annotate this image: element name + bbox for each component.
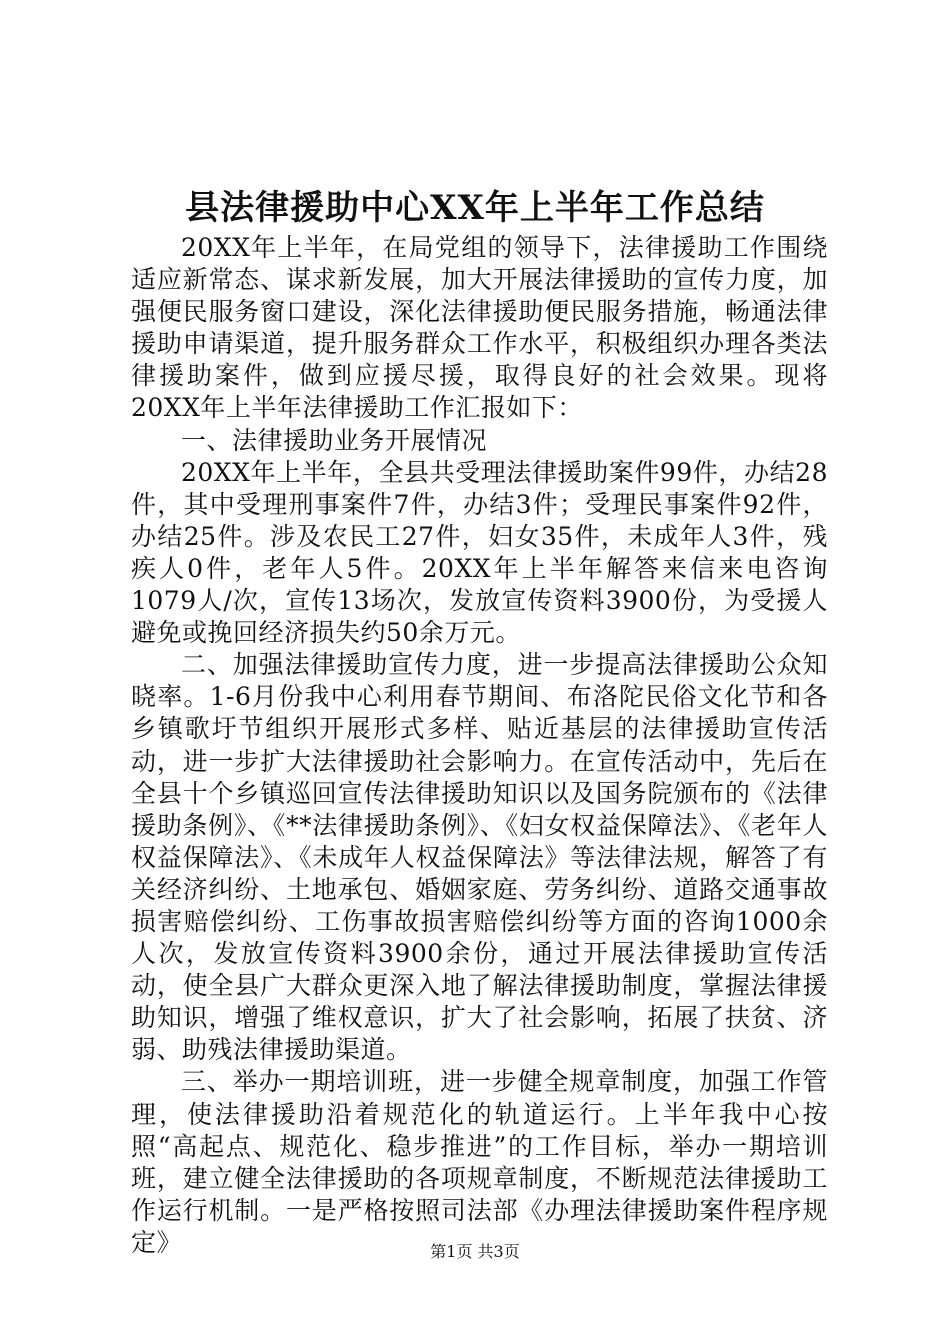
paragraph-intro: 20XX年上半年，在局党组的领导下，法律援助工作围绕适应新常态、谋求新发展，加大开展法律援助的宣传力度，加强便民服务窗口建设，深化法律援助便民服务措施，畅通法律援助申请渠道，提升服务群众工作水平，积极组织办理各类法律援助案件，做到应援尽援，取得良好的社会效果。现将20XX年上半年法律援助工作汇报如下： [131,233,828,423]
document-title: 县法律援助中心XX年上半年工作总结 [185,188,765,228]
page-number-footer: 第1页 共3页 [430,1242,520,1261]
paragraph-section-2: 二、加强法律援助宣传力度，进一步提高法律援助公众知晓率。1-6月份我中心利用春节期间、布洛陀民俗文化节和各乡镇歌圩节组织开展形式多样、贴近基层的法律援助宣传活动，进一步扩大法律援助社会影响力。在宣传活动中，先后在全县十个乡镇巡回宣传法律援助知识以及国务院颁布的《法律援助条例》、《**法律援助条例》、《妇女权益保障法》、《老年人权益保障法》、《未成年人权益保障法》等法律法规，解答了有关经济纠纷、土地承包、婚姻家庭、劳务纠纷、道路交通事故损害赔偿纠纷、工伤事故损害赔偿纠纷等方面的咨询1000余人次，发放宣传资料3900余份，通过开展法律援助宣传活动，使全县广大群众更深入地了解法律援助制度，掌握法律援助知识，增强了维权意识，扩大了社会影响，拓展了扶贫、济弱、助残法律援助渠道。 [131,650,828,1065]
document-body [131,232,828,1259]
section-heading-1: 一、法律援助业务开展情况 [181,425,488,455]
paragraph-case-statistics: 20XX年上半年，全县共受理法律援助案件99件，办结28件，其中受理刑事案件7件，办结3件；受理民事案件92件，办结25件。涉及农民工27件，妇女35件，未成年人3件，残疾人0件，老年人5件。20XX年上半年解答来信来电咨询1079人/次，宣传13场次，发放宣传资料3900份，为受援人避免或挽回经济损失约50余万元。 [131,457,828,648]
paragraph-section-3: 三、举办一期培训班，进一步健全规章制度，加强工作管理，使法律援助沿着规范化的轨道运行。上半年我中心按照“高起点、规范化、稳步推进”的工作目标，举办一期培训班，建立健全法律援助的各项规章制度，不断规范法律援助工作运行机制。一是严格按照司法部《办理法律援助案件程序规定》 [131,1067,828,1257]
